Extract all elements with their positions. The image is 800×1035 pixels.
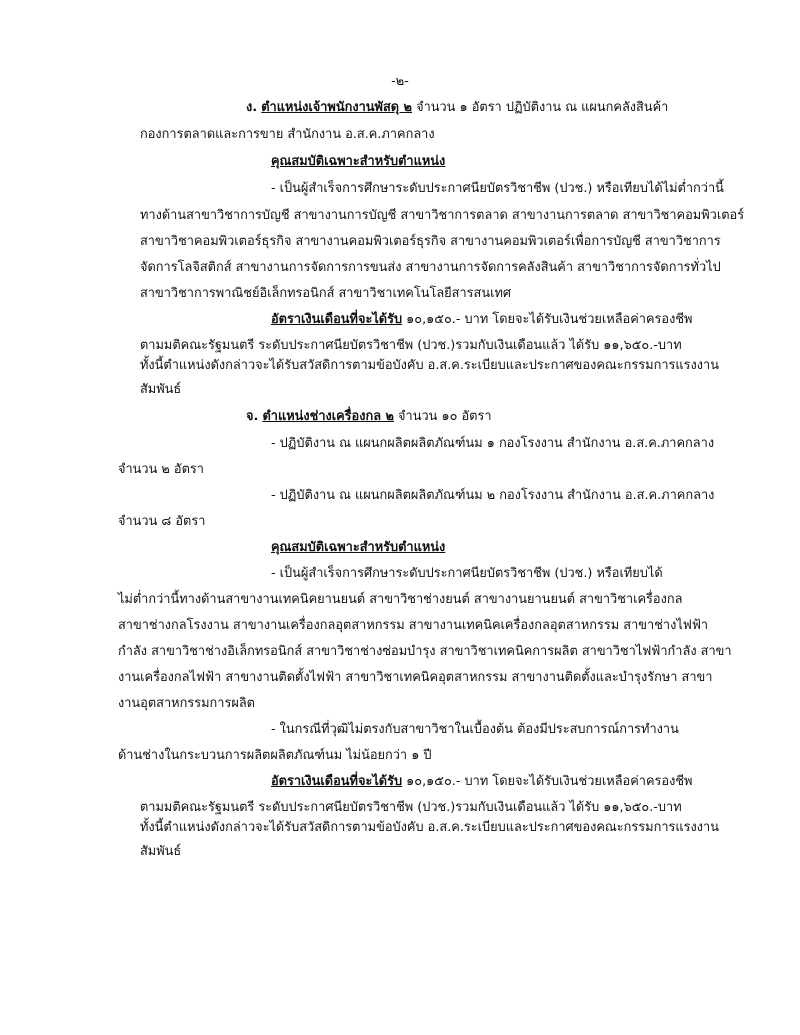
section-j-location-1-count: จำนวน ๒ อัตรา (118, 462, 204, 477)
section-j-rest: จำนวน ๑๐ อัตรา (393, 409, 492, 424)
section-j-qualification-line: สาขาช่างกลโรงงาน สาขางานเครื่องกลอุตสาหกรรม สาขางานเทคนิคเครื่องกลอุตสาหกรรม สาขาช่างไฟฟ้า (118, 618, 709, 633)
section-g-letter: ง. (246, 100, 258, 115)
section-j-experience-line: ด้านช่างในกระบวนการผลิตผลิตภัณฑ์นม ไม่น้อยกว่า ๑ ปี (118, 748, 432, 763)
section-g-salary-heading: อัตราเงินเดือนที่จะได้รับ (271, 312, 403, 327)
section-j-location-2: - ปฏิบัติงาน ณ แผนกผลิตผลิตภัณฑ์นม ๒ กองโรงงาน สำนักงาน อ.ส.ค.ภาคกลาง (271, 488, 715, 503)
section-j-salary-line (271, 773, 692, 791)
section-g-qualification-line: สาขาวิชาคอมพิวเตอร์ธุรกิจ สาขางานคอมพิวเตอร์ธุรกิจ สาขางานคอมพิวเตอร์เพื่อการบัญชี สาขาวิชาการ (140, 234, 721, 249)
section-g-qualification-line: - เป็นผู้สำเร็จการศึกษาระดับประกาศนียบัตรวิชาชีพ (ปวช.) หรือเทียบได้ไม่ต่ำกว่านี้ (271, 181, 724, 196)
section-g-salary-line (271, 311, 692, 329)
section-g-salary-rest: ๑๐,๑๕๐.- บาท โดยจะได้รับเงินช่วยเหลือค่าครองชีพ (402, 312, 693, 327)
section-j-qualification-line: - เป็นผู้สำเร็จการศึกษาระดับประกาศนียบัตรวิชาชีพ (ปวช.) หรือเทียบได้ (271, 566, 663, 581)
section-j-title: ตำแหน่งช่างเครื่องกล ๒ (262, 409, 394, 424)
section-g-title: ตำแหน่งเจ้าพนักงานพัสดุ ๒ (261, 100, 412, 115)
section-j-heading (246, 408, 492, 426)
section-g-heading (246, 99, 668, 117)
section-g-qualification-heading: คุณสมบัติเฉพาะสำหรับตำแหน่ง (271, 154, 446, 169)
section-g-salary-line: ตามมติคณะรัฐมนตรี ระดับประกาศนียบัตรวิชาชีพ (ปวช.)รวมกับเงินเดือนแล้ว ได้รับ ๑๑,๖๕๐.-บาท (140, 338, 682, 353)
section-j-experience-line: - ในกรณีที่วุฒิไม่ตรงกับสาขาวิชาในเบื้องต้น ต้องมีประสบการณ์การทำงาน (271, 722, 679, 737)
section-j-qualification-line: งานเครื่องกลไฟฟ้า สาขางานติดตั้งไฟฟ้า สาขาวิชาเทคนิคอุตสาหกรรม สาขางานติดตั้งและบำรุงรักษา สาขา (118, 670, 713, 685)
section-j-location-2-count: จำนวน ๘ อัตรา (118, 514, 206, 529)
section-g-salary-line: ทั้งนี้ตำแหน่งดังกล่าวจะได้รับสวัสดิการตามข้อบังคับ อ.ส.ค.ระเบียบและประกาศของคณะกรรมการแรงงาน (140, 358, 719, 373)
section-g-line2: กองการตลาดและการขาย สำนักงาน อ.ส.ค.ภาคกลาง (140, 127, 435, 142)
section-g-rest: จำนวน ๑ อัตรา ปฏิบัติงาน ณ แผนกคลังสินค้า (412, 100, 669, 115)
section-g-qualification-line: ทางด้านสาขาวิชาการบัญชี สาขางานการบัญชี สาขาวิชาการตลาด สาขางานการตลาด สาขาวิชาคอมพิวเตอร์ (140, 208, 745, 223)
section-j-qualification-line: งานอุตสาหกรรมการผลิต (118, 696, 255, 711)
section-j-qualification-line: ไม่ต่ำกว่านี้ทางด้านสาขางานเทคนิคยานยนต์ สาขาวิชาช่างยนต์ สาขางานยานยนต์ สาขาวิชาเครื่องกล (118, 592, 683, 607)
section-j-salary-line: ทั้งนี้ตำแหน่งดังกล่าวจะได้รับสวัสดิการตามข้อบังคับ อ.ส.ค.ระเบียบและประกาศของคณะกรรมการแรงงาน (140, 820, 719, 835)
section-j-qualification-heading: คุณสมบัติเฉพาะสำหรับตำแหน่ง (271, 540, 446, 555)
section-g-qualification-line: สาขาวิชาการพาณิชย์อิเล็กทรอนิกส์ สาขาวิชาเทคโนโลยีสารสนเทศ (140, 286, 512, 301)
page-number: -๒- (391, 74, 409, 89)
section-j-location-1: - ปฏิบัติงาน ณ แผนกผลิตผลิตภัณฑ์นม ๑ กองโรงงาน สำนักงาน อ.ส.ค.ภาคกลาง (271, 436, 715, 451)
section-j-salary-line: สัมพันธ์ (140, 844, 182, 859)
section-j-salary-rest: ๑๐,๑๕๐.- บาท โดยจะได้รับเงินช่วยเหลือค่าครองชีพ (402, 774, 693, 789)
section-j-letter: จ. (246, 409, 259, 424)
section-g-qualification-line: จัดการโลจิสติกส์ สาขางานการจัดการการขนส่ง สาขางานการจัดการคลังสินค้า สาขาวิชาการจัดการทั่วไป (140, 260, 721, 275)
section-j-salary-line: ตามมติคณะรัฐมนตรี ระดับประกาศนียบัตรวิชาชีพ (ปวช.)รวมกับเงินเดือนแล้ว ได้รับ ๑๑,๖๕๐.-บาท (140, 800, 682, 815)
section-j-salary-heading: อัตราเงินเดือนที่จะได้รับ (271, 774, 403, 789)
section-g-salary-line: สัมพันธ์ (140, 382, 182, 397)
section-j-qualification-line: กำลัง สาขาวิชาช่างอิเล็กทรอนิกส์ สาขาวิชาช่างซ่อมบำรุง สาขาวิชาเทคนิคการผลิต สาขาวิชาไฟฟ้ากำลัง สาขา (118, 644, 732, 659)
